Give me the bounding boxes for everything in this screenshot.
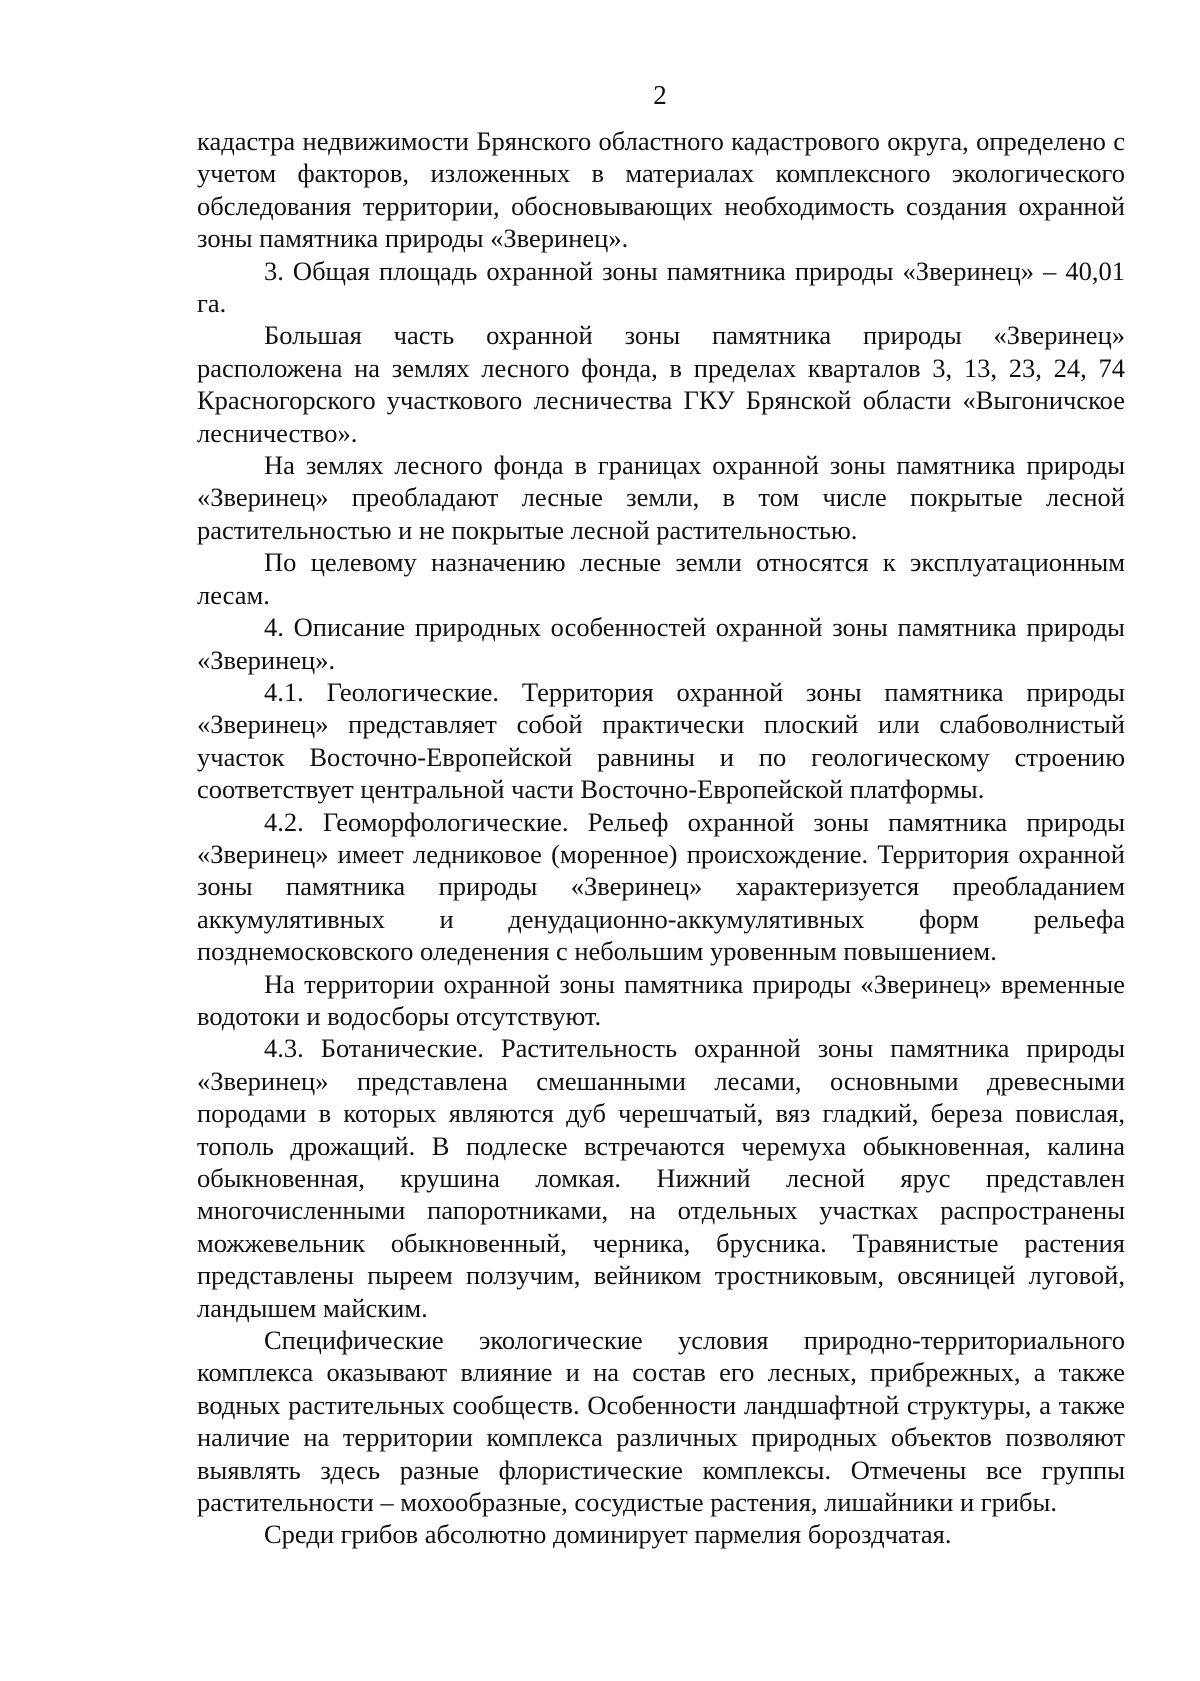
paragraph-location: Большая часть охранной зоны памятника природы «Зверинец» расположена на землях лесного фонда, в пределах кварталов 3, 13, 23, 24, 74 Красногорского участкового лесничества ГКУ Брянской области «Выгоничское лесничество». <box>197 320 1125 448</box>
paragraph-purpose: По целевому назначению лесные земли относятся к эксплуатационным лесам. <box>197 547 1125 610</box>
paragraph-watercourses: На территории охранной зоны памятника природы «Зверинец» временные водотоки и водосборы отсутствуют. <box>197 968 1125 1031</box>
paragraph-geomorphological: 4.2. Геоморфологические. Рельеф охранной зоны памятника природы «Зверинец» имеет ледниковое (моренное) происхождение. Территория охранной зоны памятника природы «Зверинец» характеризуется преобладанием аккумулятивных и денудационно-аккумулятивных форм рельефа позднемосковского оледенения с небольшим уровенным повышением. <box>197 806 1125 967</box>
paragraph-section-4-heading: 4. Описание природных особенностей охранной зоны памятника природы «Зверинец». <box>197 612 1125 675</box>
paragraph-botanical: 4.3. Ботанические. Растительность охранной зоны памятника природы «Зверинец» представлена смешанными лесами, основными древесными породами в которых являются дуб черешчатый, вяз гладкий, береза повислая, тополь дрожащий. В подлеске встречаются черемуха обыкновенная, калина обыкновенная, крушина ломкая. Нижний лесной ярус представлен многочисленными папоротниками, на отдельных участках распространены можжевельник обыкновенный, черника, брусника. Травянистые растения представлены пыреем ползучим, вейником тростниковым, овсяницей луговой, ландышем майским. <box>197 1033 1125 1323</box>
paragraph-geological: 4.1. Геологические. Территория охранной зоны памятника природы «Зверинец» представляет собой практически плоский или слабоволнистый участок Восточно-Европейской равнины и по геологическому строению соответствует центральной части Восточно-Европейской платформы. <box>197 676 1125 805</box>
paragraph-total-area: 3. Общая площадь охранной зоны памятника природы «Зверинец» – 40,01 га. <box>197 255 1125 319</box>
document-body <box>197 125 1125 1551</box>
paragraph-cadastre-continuation: кадастра недвижимости Брянского областного кадастрового округа, определено с учетом факторов, изложенных в материалах комплексного экологического обследования территории, обосновывающих необходимость создания охранной зоны памятника природы «Зверинец». <box>197 126 1125 254</box>
paragraph-fungi: Среди грибов абсолютно доминирует пармелия бороздчатая. <box>264 1519 952 1550</box>
paragraph-ecological-conditions: Специфические экологические условия природно-территориального комплекса оказывают влияние и на состав его лесных, прибрежных, а также водных растительных сообществ. Особенности ландшафтной структуры, а также наличие на территории комплекса различных природных объектов позволяют выявлять здесь разные флористические комплексы. Отмечены все группы растительности – мохообразные, сосудистые растения, лишайники и грибы. <box>197 1325 1125 1518</box>
paragraph-forest-lands: На землях лесного фонда в границах охранной зоны памятника природы «Зверинец» преобладают лесные земли, в том числе покрытые лесной растительностью и не покрытые лесной растительностью. <box>197 450 1125 545</box>
page-number: 2 <box>653 80 667 110</box>
